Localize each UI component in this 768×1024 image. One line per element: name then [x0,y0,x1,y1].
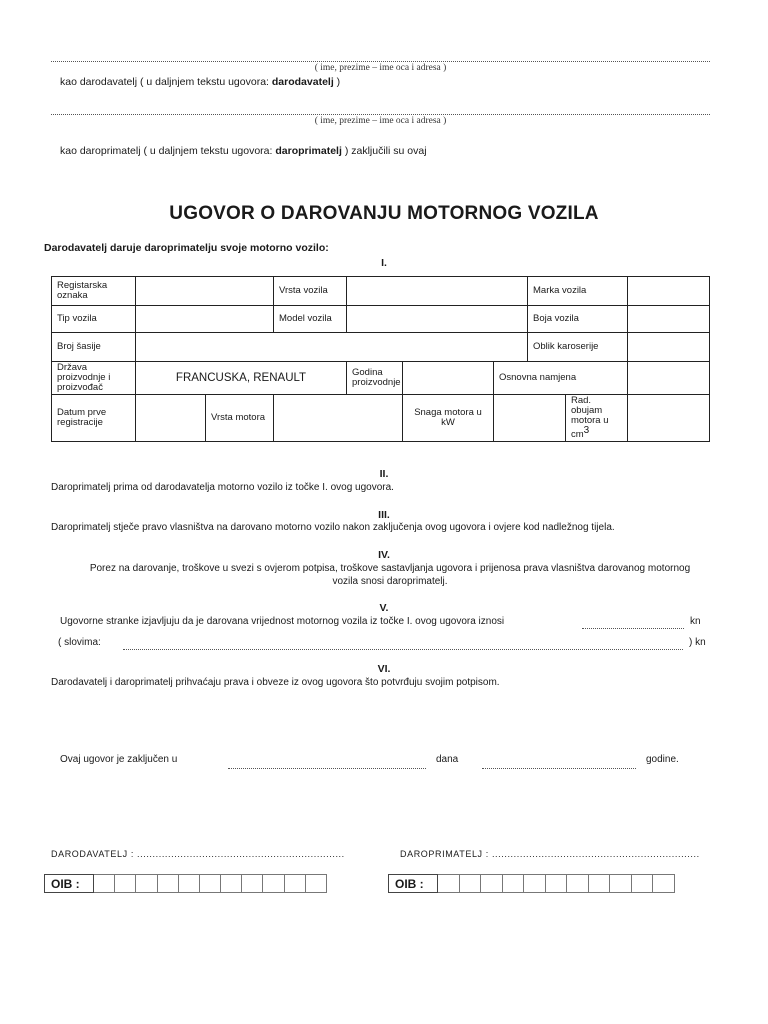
field-datum-prve-registracije[interactable] [136,395,206,442]
donor-caption: ( ime, prezime – ime oca i adresa ) [314,63,447,73]
intro-text: Darodavatelj daruje daroprimatelju svoje motorno vozilo: [44,242,329,254]
field-boja-vozila[interactable] [628,306,710,333]
closing-zakljucen: Ovaj ugovor je zaključen u [60,754,178,765]
label-osnovna-namjena: Osnovna namjena [494,362,628,395]
signature-darodavatelj[interactable]: DARODAVATELJ : ................................................................... [51,849,345,859]
field-registarska-oznaka[interactable] [136,277,274,306]
recipient-role-suffix: ) zaključili su ovaj [344,145,427,157]
field-snaga-motora[interactable] [494,395,566,442]
document-title: UGOVOR O DAROVANJU MOTORNOG VOZILA [169,203,599,224]
oib-daroprimatelj [388,874,675,893]
radni-obujam-text: Rad. obujam motora u cm [571,395,609,441]
oib-box[interactable] [438,875,460,893]
section-5-slovima: ( slovima: [58,637,101,648]
field-godina-proizvodnje[interactable] [403,362,494,395]
oib-box[interactable] [136,875,157,893]
section-3-text: Daroprimatelj stječe pravo vlasništva na darovano motorno vozilo nakon zaključenja ovog ugovora i ovjere kod nadležnog tijela. [51,522,615,533]
section-6-text: Darodavatelj i daroprimatelj prihvaćaju prava i obveze iz ovog ugovora što potvrđuju svojim potpisom. [51,677,500,688]
oib-box[interactable] [242,875,263,893]
donor-role-prefix: kao darodavatelj ( u daljnjem tekstu ugovora: [60,76,269,88]
oib-box[interactable] [567,875,589,893]
section-4-text-line-2: vozila snosi daroprimatelj. [332,576,448,587]
signature-daroprimatelj[interactable]: DAROPRIMATELJ : ................................................................... [400,849,700,859]
label-registarska-oznaka: Registarska oznaka [52,277,136,306]
section-4-text-line-1: Porez na darovanje, troškove u svezi s ovjerom potpisa, troškove sastavljanja ugovora i prijenosa prava vlasništva darovanog motornog [89,563,691,574]
field-radni-obujam[interactable] [628,395,710,442]
label-marka-vozila: Marka vozila [528,277,628,306]
field-drzava-proizvodnje[interactable]: FRANCUSKA, RENAULT [136,362,347,395]
vehicle-table [51,276,710,442]
oib-label-daroprimatelj: OIB : [389,875,438,893]
section-5-kn-close: ) kn [689,637,706,648]
recipient-role-text [60,145,427,157]
label-radni-obujam [566,395,628,442]
oib-box[interactable] [610,875,632,893]
section-2-text: Daroprimatelj prima od darodavatelja motorno vozilo iz točke I. ovog ugovora. [51,482,394,493]
section-5-kn: kn [690,616,701,627]
oib-box[interactable] [588,875,610,893]
oib-box[interactable] [631,875,653,893]
date-input-line[interactable] [482,768,636,769]
section-1-heading: I. [381,257,387,269]
oib-box[interactable] [221,875,242,893]
oib-box[interactable] [284,875,305,893]
field-marka-vozila[interactable] [628,277,710,306]
label-vrsta-motora: Vrsta motora [206,395,274,442]
oib-box[interactable] [115,875,136,893]
closing-dana: dana [436,754,459,765]
amount-input-line[interactable] [582,628,684,629]
oib-box[interactable] [481,875,503,893]
oib-box[interactable] [178,875,199,893]
recipient-caption: ( ime, prezime – ime oca i adresa ) [314,116,447,126]
label-vrsta-vozila: Vrsta vozila [274,277,347,306]
place-input-line[interactable] [228,768,426,769]
amount-words-line[interactable] [123,649,683,650]
oib-box[interactable] [459,875,481,893]
label-oblik-karoserije: Oblik karoserije [528,333,628,362]
recipient-name-line [51,114,710,115]
recipient-role-prefix: kao daroprimatelj ( u daljnjem tekstu ugovora: [60,145,273,157]
oib-box[interactable] [199,875,220,893]
oib-box[interactable] [653,875,675,893]
recipient-role-bold: daroprimatelj [275,145,342,157]
donor-role-text [60,76,340,88]
radni-obujam-exponent: 3 [583,425,590,436]
oib-box[interactable] [524,875,546,893]
oib-box[interactable] [502,875,524,893]
section-5-text: Ugovorne stranke izjavljuju da je darovana vrijednost motornog vozila iz točke I. ovog ugovora iznosi [60,616,505,627]
field-oblik-karoserije[interactable] [628,333,710,362]
oib-darodavatelj [44,874,327,893]
donor-name-line [51,61,710,62]
label-boja-vozila: Boja vozila [528,306,628,333]
label-tip-vozila: Tip vozila [52,306,136,333]
field-vrsta-motora[interactable] [274,395,403,442]
field-tip-vozila[interactable] [136,306,274,333]
section-4-heading: IV. [378,549,390,561]
section-3-heading: III. [378,509,390,521]
oib-label-darodavatelj: OIB : [45,875,94,893]
field-vrsta-vozila[interactable] [347,277,528,306]
label-godina-proizvodnje: Godina proizvodnje [347,362,403,395]
label-datum-prve-registracije: Datum prve registracije [52,395,136,442]
closing-godine: godine. [646,754,679,765]
section-2-heading: II. [379,468,389,480]
field-broj-sasije[interactable] [136,333,528,362]
oib-box[interactable] [263,875,284,893]
donor-role-bold: darodavatelj [271,76,334,88]
section-5-heading: V. [379,602,389,614]
section-6-heading: VI. [377,663,391,675]
donor-role-suffix: ) [336,76,341,88]
field-osnovna-namjena[interactable] [628,362,710,395]
label-drzava-proizvodnje: Država proizvodnje i proizvođač [52,362,136,395]
oib-box[interactable] [545,875,567,893]
oib-box[interactable] [305,875,326,893]
label-model-vozila: Model vozila [274,306,347,333]
label-snaga-motora: Snaga motora u kW [403,395,494,442]
label-broj-sasije: Broj šasije [52,333,136,362]
oib-box[interactable] [94,875,115,893]
oib-box[interactable] [157,875,178,893]
field-model-vozila[interactable] [347,306,528,333]
